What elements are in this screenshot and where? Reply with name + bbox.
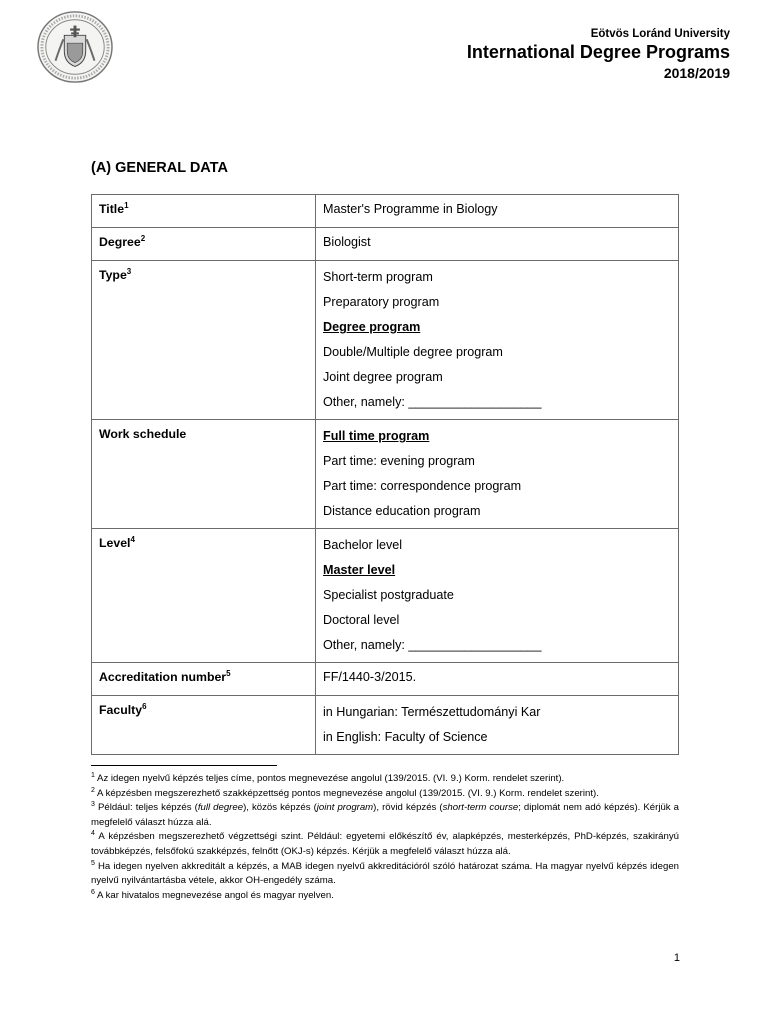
type-label-cell [92,261,316,420]
footnotes [91,772,679,903]
footnote-text: Ha idegen nyelven akkreditált a képzés, a MAB idegen nyelvű akkreditációról szóló határozat száma. Ha magyar nyelvű képzés idegen nyelvű nyilvántartásba vétele, akkor OH-engedély száma. [91,860,679,887]
accreditation-value: FF/1440-3/2015. [316,663,679,696]
type-label: Type [99,268,127,282]
footnote-text: ; diplomát nem adó képzés). Kérjük a megfelelő választ húzza alá. [91,802,679,828]
footnote-ref: 6 [142,701,147,711]
footnote-text: ), rövid képzés ( [373,802,443,814]
footnote-emphasis: joint program [316,802,374,814]
table-row [92,663,679,696]
title-label: Title [99,202,125,216]
work-schedule-option: Distance education program [323,504,481,518]
footnote-6 [91,889,679,904]
footnote-number: 1 [91,771,95,779]
type-option: Double/Multiple degree program [323,345,503,359]
footnote-4 [91,830,679,859]
footnote-ref: 2 [140,233,146,243]
footnote-number: 5 [91,859,95,867]
footnote-separator [91,765,277,766]
university-seal-logo [36,10,114,84]
footnote-number: 2 [91,786,95,794]
type-option: Short-term program [323,270,433,284]
faculty-label: Faculty [99,703,143,717]
faculty-english: in English: Faculty of Science [323,730,488,744]
accreditation-label-cell [92,663,316,696]
footnote-1 [91,772,679,787]
footnote-number: 3 [91,801,95,808]
level-option-other: Other, namely: ___________________ [323,638,542,652]
type-option-selected: Degree program [323,320,421,334]
work-schedule-option: Part time: evening program [323,454,475,468]
footnote-ref: 3 [126,266,132,276]
work-schedule-options [316,420,679,529]
page-number: 1 [673,952,680,964]
footnote-ref: 5 [226,668,231,678]
work-schedule-option-selected: Full time program [323,429,430,443]
level-option: Specialist postgraduate [323,588,454,602]
academic-year: 2018/2019 [663,65,730,81]
general-data-table [91,194,679,755]
footnote-text: Az idegen nyelvű képzés teljes címe, pontos megnevezése angolul (139/2015. (VI. 9.) Korm. rendelet szerint). [94,773,565,784]
table-row [92,195,679,228]
title-value: Master's Programme in Biology [316,195,679,228]
footnote-number: 4 [91,830,95,838]
footnote-emphasis: short-term course [442,802,519,814]
table-row [92,696,679,755]
level-label: Level [99,536,131,550]
footnote-ref: 1 [124,200,129,210]
program-title: International Degree Programs [466,42,730,62]
level-options [316,529,679,663]
degree-label: Degree [99,235,141,249]
footnote-text: Például: teljes képzés ( [94,802,198,814]
footnote-ref: 4 [130,534,135,544]
footnote-text: ), közös képzés ( [243,802,317,814]
type-option-other: Other, namely: ___________________ [323,395,542,409]
type-option: Joint degree program [323,370,443,384]
footnote-text: A kar hivatalos megnevezése angol és magyar nyelven. [94,889,334,901]
university-name: Eötvös Loránd University [590,28,730,40]
footnote-emphasis: full degree [197,802,244,814]
accreditation-label: Accreditation number [99,670,227,684]
faculty-label-cell [92,696,316,755]
type-options [316,261,679,420]
work-schedule-option: Part time: correspondence program [323,479,522,493]
title-label-cell [92,195,316,228]
table-row [92,228,679,261]
table-row [92,261,679,420]
degree-value: Biologist [316,228,679,261]
level-label-cell [92,529,316,663]
level-option-selected: Master level [323,563,396,577]
degree-label-cell [92,228,316,261]
document-header [467,28,730,81]
footnote-text: A képzésben megszerezhető végzettségi szint. Például: egyetemi előkészítő év, alapképzés, mesterképzés, PhD-képzés, szakirányú továbbképzés, felsőfokú szakképzés, felnőtt (OKJ-s) képzés. Kérjük a megfelelő választ húzza alá. [91,831,679,857]
level-option: Bachelor level [323,538,403,552]
faculty-values [316,696,679,755]
table-row [92,420,679,529]
footnote-2 [91,787,679,802]
type-option: Preparatory program [323,295,440,309]
faculty-hungarian: in Hungarian: Természettudományi Kar [323,705,541,719]
footnote-5 [91,860,679,889]
section-title: (A) GENERAL DATA [91,160,228,176]
footnote-3 [91,801,679,830]
footnote-text: A képzésben megszerezhető szakképzettség pontos megnevezése angolul (139/2015. (VI. 9.) Korm. rendelet szerint). [94,787,599,799]
footnote-number: 6 [91,888,95,896]
table-row [92,529,679,663]
work-schedule-label: Work schedule [92,420,316,529]
level-option: Doctoral level [323,613,400,627]
